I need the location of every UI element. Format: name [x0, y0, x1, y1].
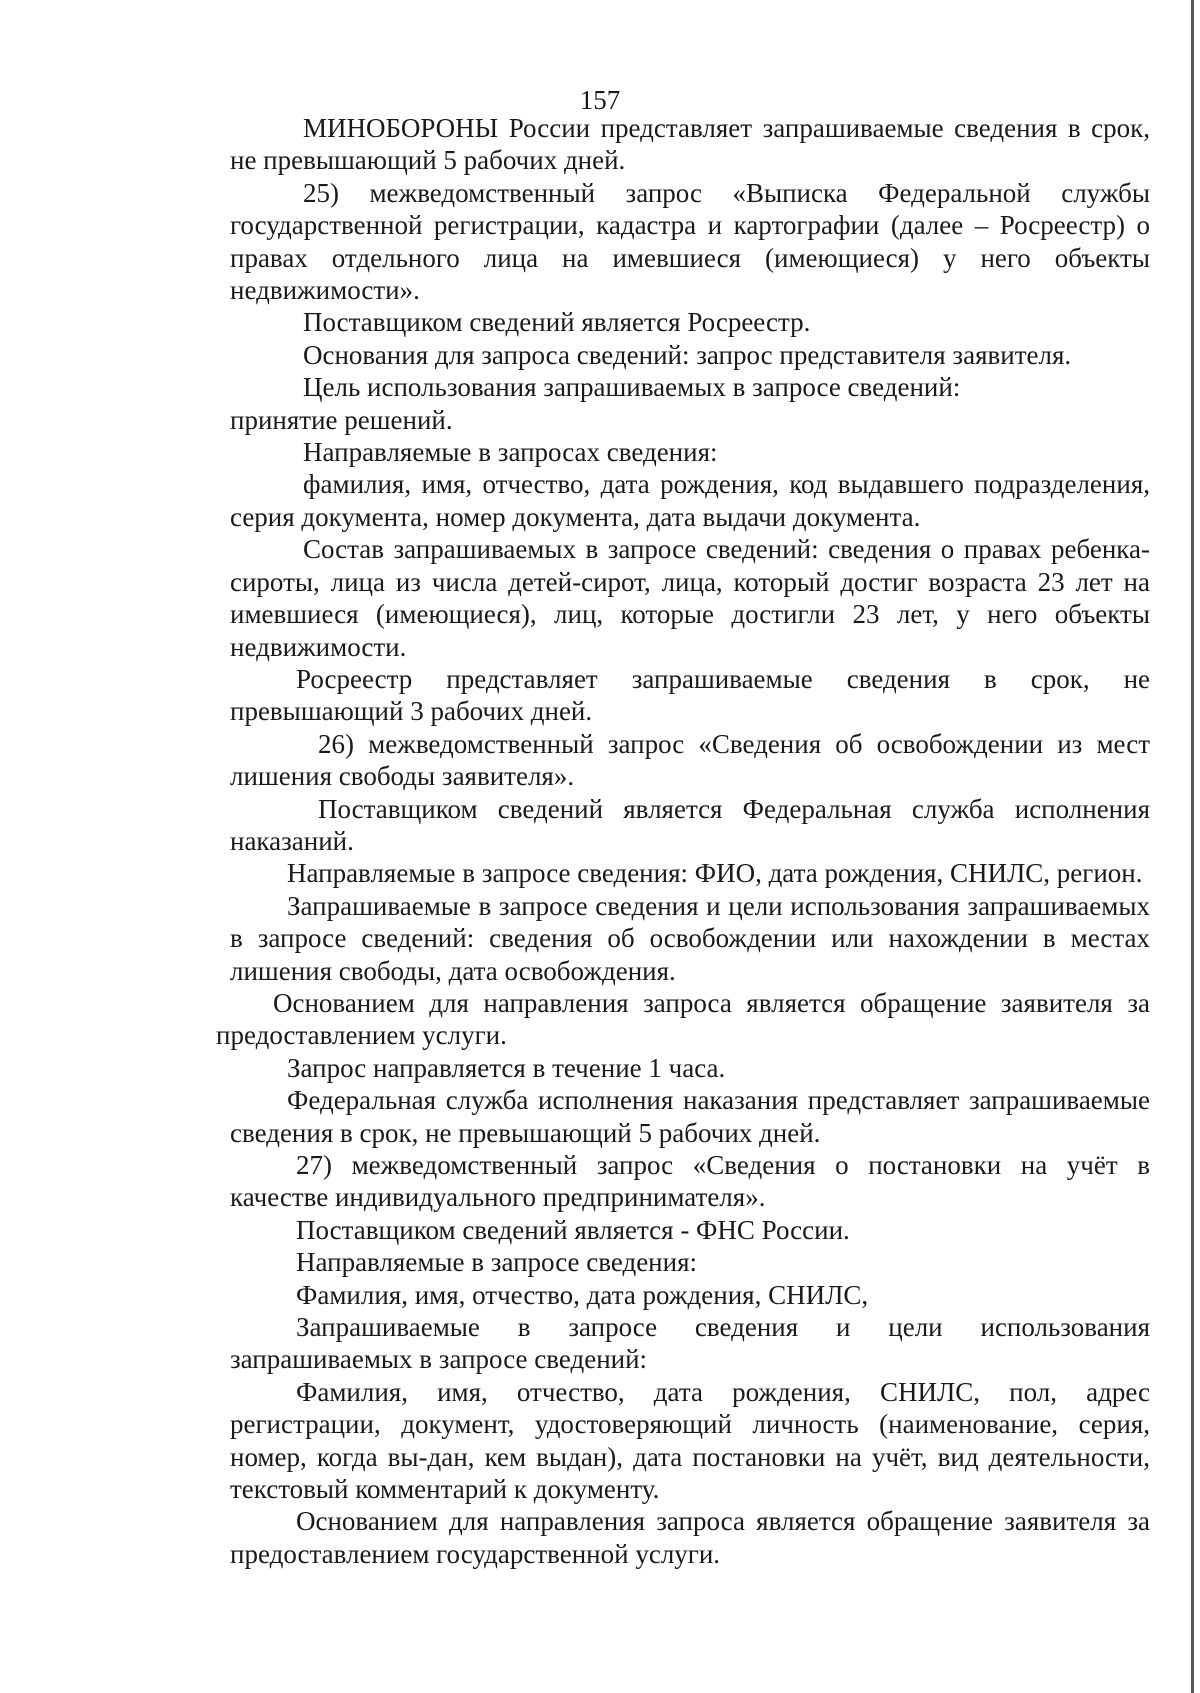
page-number: 157 [579, 85, 621, 115]
paragraph: Росреестр представляет запрашиваемые сведения в срок, не превышающий 3 рабочих дней. [230, 663, 1150, 727]
paragraph: Направляемые в запросах сведения: [303, 437, 718, 468]
paragraph: Цель использования запрашиваемых в запросе сведений: [303, 372, 961, 403]
paragraph: Федеральная служба исполнения наказания представляет запрашиваемые сведения в срок, не превышающий 5 рабочих дней. [230, 1085, 1150, 1148]
paragraph: Фамилия, имя, отчество, дата рождения, СНИЛС, [296, 1279, 869, 1310]
paragraph: Поставщиком сведений является - ФНС России. [296, 1214, 850, 1245]
paragraph: 25) межведомственный запрос «Выписка Федеральной службы государственной регистрации, кадастра и картографии (далее – Росреестр) о правах отдельного лица на имевшиеся (имеющиеся) у него объекты недвижимости». [230, 177, 1150, 306]
paragraph: фамилия, имя, отчество, дата рождения, код выдавшего подразделения, серия документа, номер документа, дата выдачи документа. [230, 469, 1150, 532]
paragraph: Запрос направляется в течение 1 часа. [287, 1052, 726, 1083]
document-body [216, 112, 1150, 1570]
paragraph: Основанием для направления запроса является обращение заявителя за предоставлением услуги. [216, 987, 1150, 1051]
paragraph: Направляемые в запросе сведения: ФИО, дата рождения, СНИЛС, регион. [287, 858, 1143, 889]
paragraph: Поставщиком сведений является Федеральная служба исполнения наказаний. [230, 793, 1150, 856]
paragraph: Основания для запроса сведений: запрос представителя заявителя. [303, 339, 1072, 370]
paragraph: МИНОБОРОНЫ России представляет запрашиваемые сведения в срок, не превышающий 5 рабочих дней. [230, 113, 1150, 176]
paragraph: Состав запрашиваемых в запросе сведений: сведения о правах ребенка-сироты, лица из числа детей-сирот, лица, который достиг возраста 23 лет на имевшиеся (имеющиеся), лиц, которые достигли 23 лет, у него объекты недвижимости. [230, 534, 1150, 662]
paragraph: принятие решений. [230, 404, 453, 435]
paragraph: Запрашиваемые в запросе сведения и цели использования запрашиваемых в запросе сведений: [230, 1312, 1150, 1375]
paragraph: Запрашиваемые в запросе сведения и цели использования запрашиваемых в запросе сведений: сведения об освобождении или нахождении в местах лишения свободы, дата освобождения. [230, 890, 1150, 986]
paragraph: Фамилия, имя, отчество, дата рождения, СНИЛС, пол, адрес регистрации, документ, удостоверяющий личность (наименование, серия, номер, когда вы-дан, кем выдан), дата постановки на учёт, вид деятельности, текстовый комментарий к документу. [230, 1376, 1150, 1505]
paragraph: Основанием для направления запроса является обращение заявителя за предоставлением государственной услуги. [230, 1506, 1150, 1569]
paragraph: 27) межведомственный запрос «Сведения о постановки на учёт в качестве индивидуального предпринимателя». [230, 1150, 1150, 1213]
page-edge-line [1191, 0, 1194, 1693]
paragraph: Направляемые в запросе сведения: [296, 1247, 697, 1278]
paragraph: Поставщиком сведений является Росреестр. [303, 307, 811, 338]
paragraph: 26) межведомственный запрос «Сведения об освобождении из мест лишения свободы заявителя». [230, 728, 1150, 792]
